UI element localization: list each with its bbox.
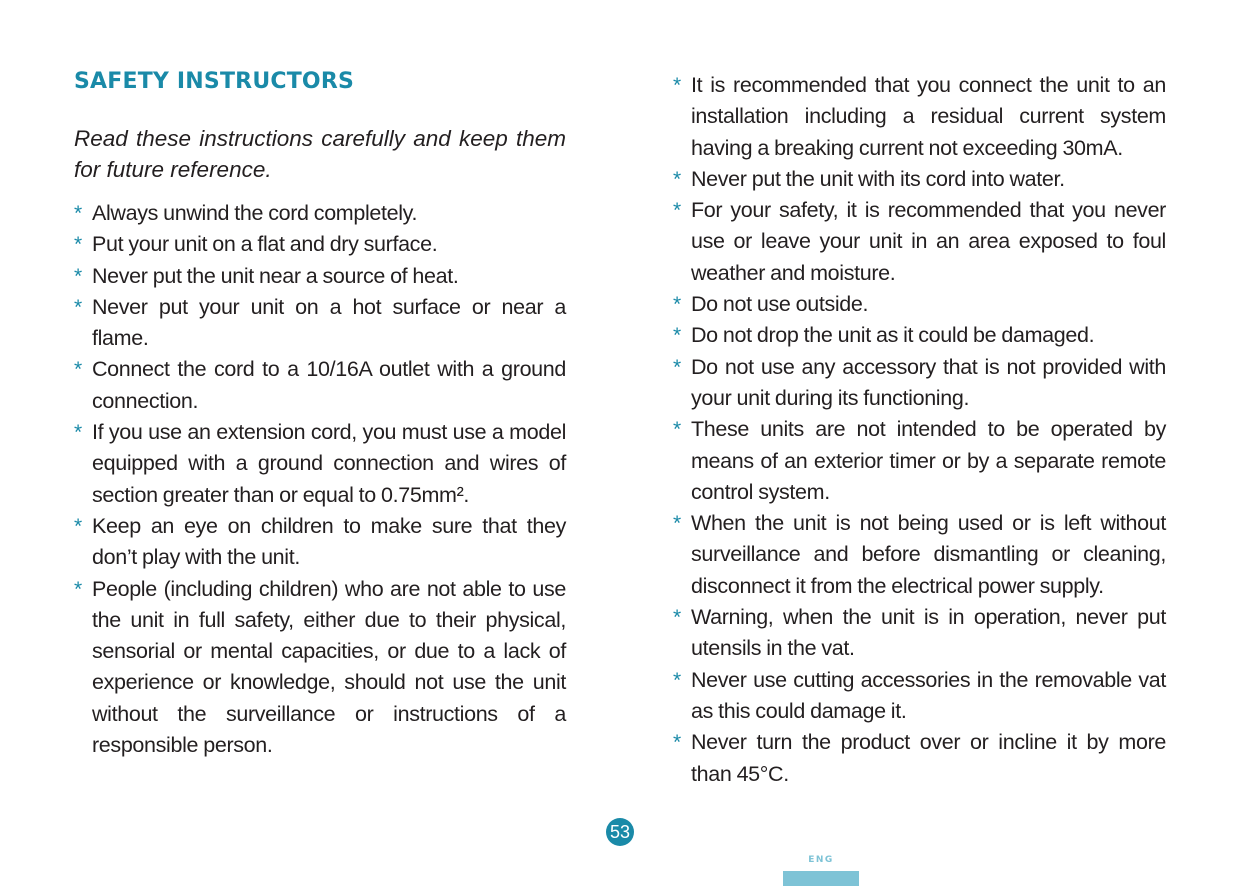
asterisk-bullet-icon: * <box>673 606 681 630</box>
instruction-item <box>74 354 566 417</box>
instruction-text: Never put the unit with its cord into water. <box>691 166 1065 191</box>
instruction-item <box>673 70 1166 164</box>
instruction-item <box>74 198 566 229</box>
asterisk-bullet-icon: * <box>673 74 681 97</box>
instruction-item <box>74 261 566 292</box>
instruction-text: Never use cutting accessories in the removable vat as this could damage it. <box>691 667 1166 723</box>
instruction-item <box>673 352 1166 415</box>
instruction-item <box>673 164 1166 195</box>
instruction-text: Never put the unit near a source of heat. <box>92 263 459 288</box>
instruction-text: Do not use outside. <box>691 292 869 317</box>
instruction-item <box>673 508 1166 602</box>
asterisk-bullet-icon: * <box>74 295 82 319</box>
instruction-item <box>673 665 1166 728</box>
asterisk-bullet-icon: * <box>673 199 681 223</box>
instruction-item <box>74 511 566 574</box>
asterisk-bullet-icon: * <box>74 514 82 538</box>
instruction-item <box>74 229 566 260</box>
instruction-text: Do not drop the unit as it could be damaged. <box>691 323 1095 348</box>
instruction-text: Put your unit on a flat and dry surface. <box>92 232 438 257</box>
asterisk-bullet-icon: * <box>673 167 681 191</box>
instruction-text: Never turn the product over or incline it by more than 45°C. <box>691 730 1166 786</box>
instruction-item <box>74 292 566 355</box>
asterisk-bullet-icon: * <box>673 731 681 755</box>
instruction-text: For your safety, it is recommended that you never use or leave your unit in an area exposed to foul weather and moisture. <box>691 198 1166 285</box>
instruction-text: People (including children) who are not able to use the unit in full safety, either due to their physical, sensorial or mental capacities, or due to a lack of experience or knowledge, should not use the unit without the surveillance or instructions of a responsible person. <box>92 576 566 758</box>
asterisk-bullet-icon: * <box>673 418 681 442</box>
instruction-text: Always unwind the cord completely. <box>92 201 418 225</box>
instruction-item <box>673 320 1166 351</box>
asterisk-bullet-icon: * <box>74 358 82 382</box>
asterisk-bullet-icon: * <box>74 233 82 257</box>
instruction-item <box>673 195 1166 289</box>
left-instruction-list <box>74 198 566 761</box>
instruction-item <box>673 414 1166 508</box>
instruction-text: When the unit is not being used or is left without surveillance and before dismantling or cleaning, disconnect it from the electrical power supply. <box>691 511 1166 598</box>
asterisk-bullet-icon: * <box>673 293 681 317</box>
asterisk-bullet-icon: * <box>74 577 82 601</box>
instruction-text: Warning, when the unit is in operation, never put utensils in the vat. <box>691 605 1166 661</box>
page-number-badge: 53 <box>606 818 634 846</box>
intro-text: Read these instructions carefully and keep them for future reference. <box>74 126 566 182</box>
asterisk-bullet-icon: * <box>673 355 681 379</box>
instruction-text: Connect the cord to a 10/16A outlet with a ground connection. <box>92 357 566 413</box>
instruction-item <box>74 574 566 762</box>
right-instruction-list <box>673 70 1166 790</box>
instruction-item <box>673 602 1166 665</box>
instruction-text: Do not use any accessory that is not provided with your unit during its functioning. <box>691 354 1166 410</box>
instruction-text: These units are not intended to be operated by means of an exterior timer or by a separate remote control system. <box>691 417 1166 504</box>
instruction-text: Never put your unit on a hot surface or near a flame. <box>92 294 566 351</box>
asterisk-bullet-icon: * <box>74 264 82 288</box>
asterisk-bullet-icon: * <box>74 421 82 445</box>
instruction-item <box>673 727 1166 790</box>
instruction-item <box>74 417 566 511</box>
asterisk-bullet-icon: * <box>673 324 681 348</box>
language-tab-label: ENG <box>808 855 834 865</box>
instruction-text: If you use an extension cord, you must use a model equipped with a ground connection and wires of section greater than or equal to 0.75mm². <box>92 420 566 507</box>
asterisk-bullet-icon: * <box>673 512 681 536</box>
instruction-text: It is recommended that you connect the unit to an installation including a residual current system having a breaking current not exceeding 30mA. <box>691 73 1166 160</box>
instruction-item <box>673 289 1166 320</box>
instruction-text: Keep an eye on children to make sure that they don’t play with the unit. <box>92 513 566 570</box>
asterisk-bullet-icon: * <box>74 202 82 225</box>
section-heading: SAFETY INSTRUCTORS <box>74 69 355 94</box>
asterisk-bullet-icon: * <box>673 668 681 692</box>
language-tab-bar <box>783 871 859 886</box>
